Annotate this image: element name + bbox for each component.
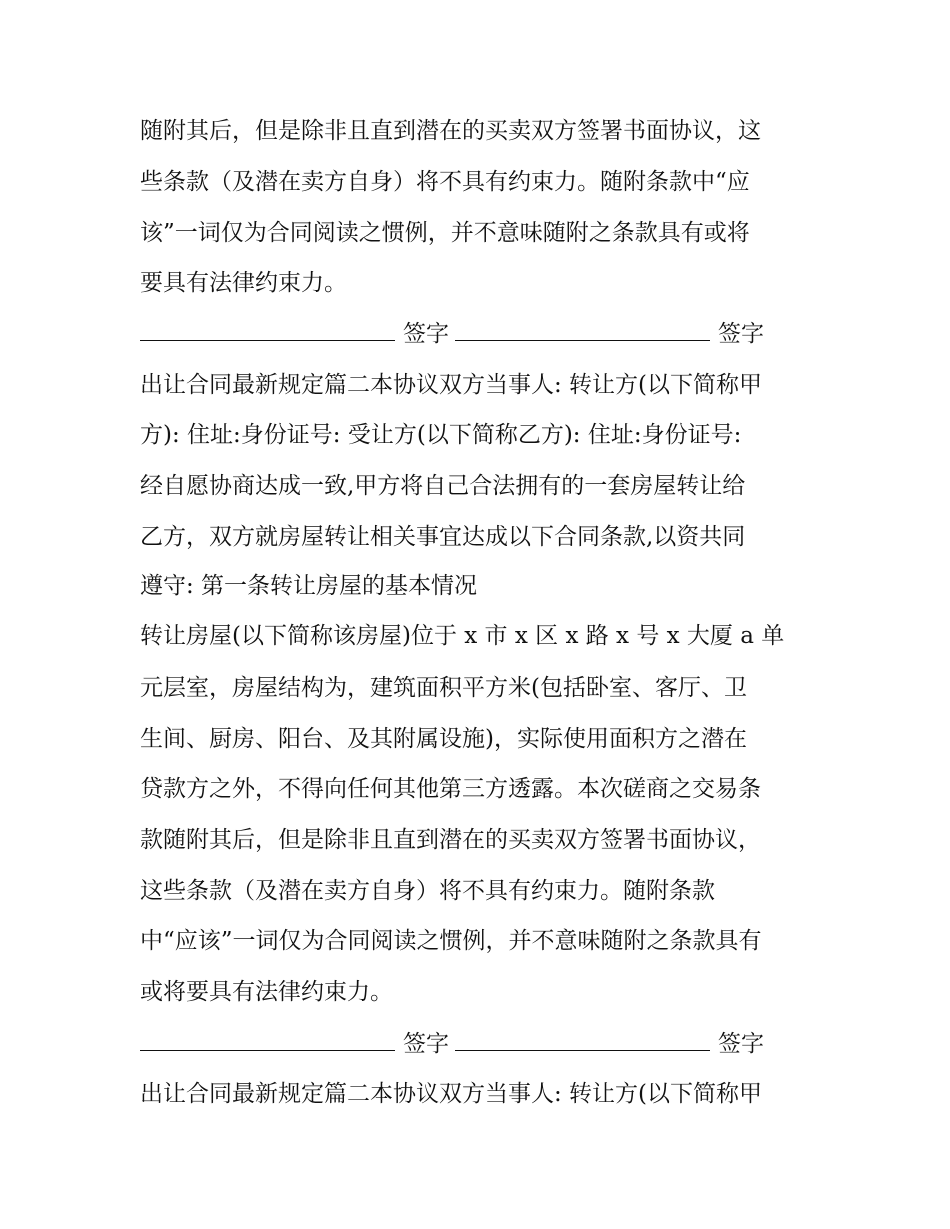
paragraph-line: 些条款（及潜在卖方自身）将不具有约束力。随附条款中“应 xyxy=(140,169,750,195)
signature-row xyxy=(140,318,820,348)
paragraph-line: 款随附其后，但是除非且直到潜在的买卖双方签署书面协议， xyxy=(140,827,761,853)
paragraph-line: 遵守: 第一条转让房屋的基本情况 xyxy=(140,573,478,599)
paragraph-line: 转让房屋(以下简称该房屋)位于 x 市 x 区 x 路 x 号 x 大厦 a 单 xyxy=(140,623,785,649)
paragraph-line: 或将要具有法律约束力。 xyxy=(140,979,393,1005)
paragraph-line: 元层室，房屋结构为，建筑面积平方米(包括卧室、客厅、卫 xyxy=(140,675,747,701)
signature-row xyxy=(140,1028,820,1058)
paragraph-line: 随附其后，但是除非且直到潜在的买卖双方签署书面协议，这 xyxy=(140,118,761,144)
signature-blank xyxy=(140,318,395,341)
paragraph-line: 中“应该”一词仅为合同阅读之惯例，并不意味随附之条款具有 xyxy=(140,928,762,954)
signature-label: 签字 xyxy=(403,321,449,347)
signature-blank xyxy=(140,1028,395,1051)
paragraph-line: 贷款方之外，不得向任何其他第三方透露。本次磋商之交易条 xyxy=(140,776,761,802)
signature-label: 签字 xyxy=(403,1031,449,1057)
paragraph-line: 经自愿协商达成一致,甲方将自己合法拥有的一套房屋转让给 xyxy=(140,473,746,499)
signature-label: 签字 xyxy=(718,1031,764,1057)
signature-blank xyxy=(455,1028,710,1051)
signature-label: 签字 xyxy=(718,321,764,347)
paragraph-line: 这些条款（及潜在卖方自身）将不具有约束力。随附条款 xyxy=(140,878,715,904)
paragraph-line: 出让合同最新规定篇二本协议双方当事人: 转让方(以下简称甲 xyxy=(140,1081,763,1107)
paragraph-line: 该”一词仅为合同阅读之惯例，并不意味随附之条款具有或将 xyxy=(140,220,750,246)
paragraph-line: 生间、厨房、阳台、及其附属设施)，实际使用面积方之潜在 xyxy=(140,726,747,752)
paragraph-line: 方): 住址:身份证号: 受让方(以下简称乙方): 住址:身份证号: xyxy=(140,422,742,448)
paragraph-line: 乙方，双方就房屋转让相关事宜达成以下合同条款,以资共同 xyxy=(140,524,746,550)
paragraph-line: 出让合同最新规定篇二本协议双方当事人: 转让方(以下简称甲 xyxy=(140,372,763,398)
paragraph-line: 要具有法律约束力。 xyxy=(140,270,347,296)
signature-blank xyxy=(455,318,710,341)
